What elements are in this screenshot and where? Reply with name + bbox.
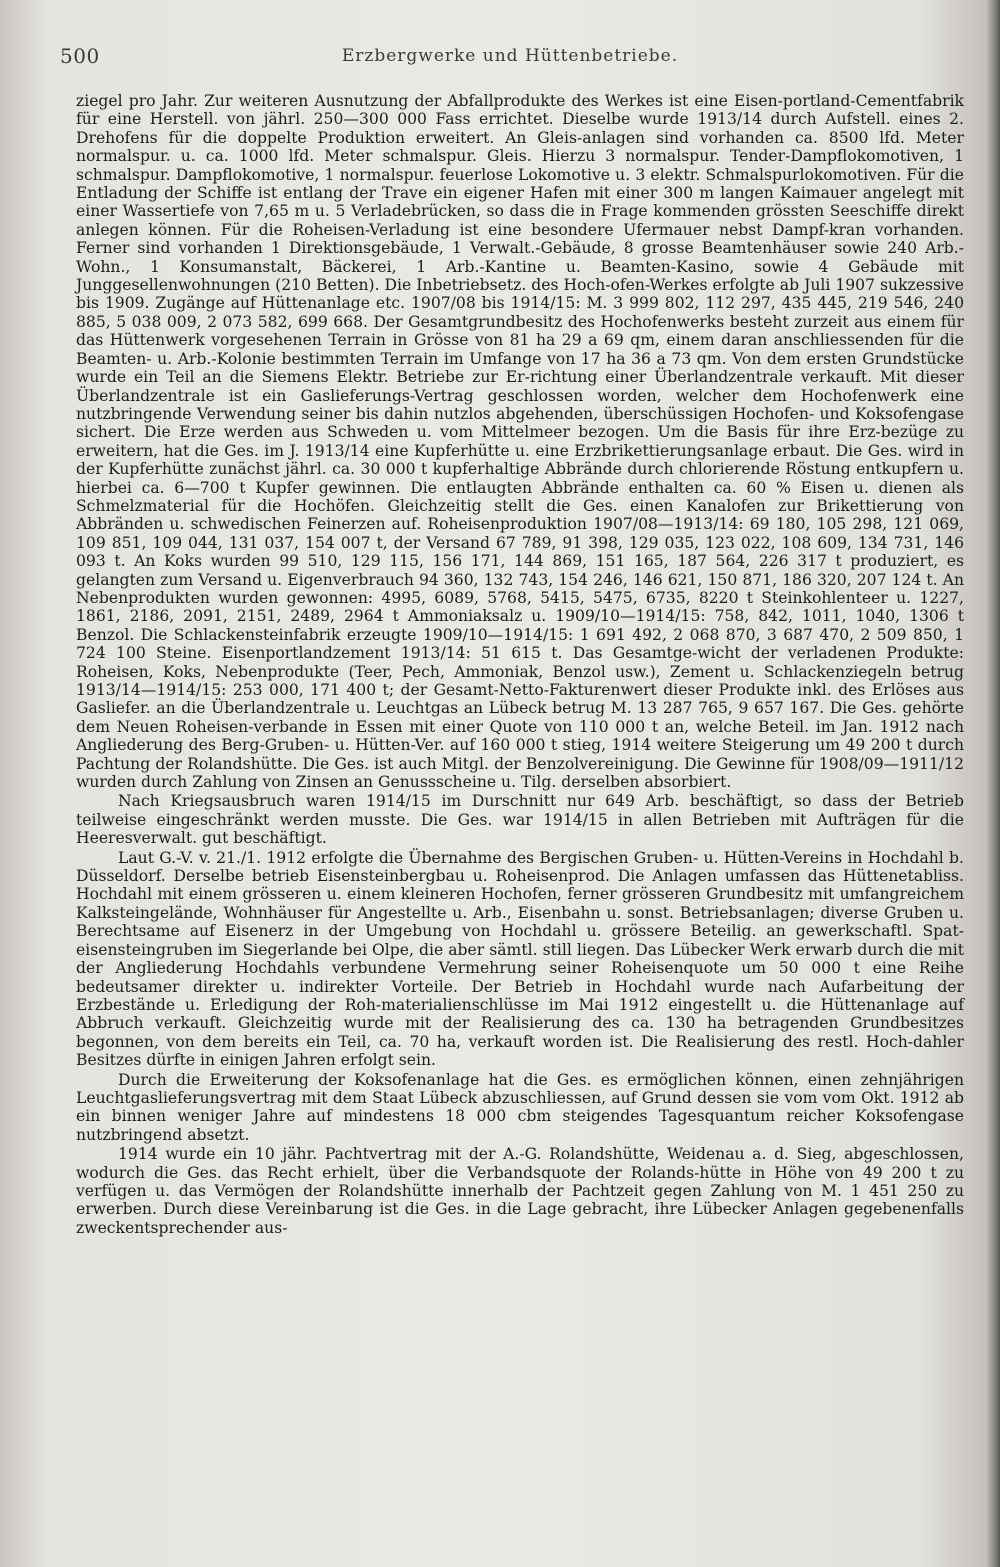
page-header	[60, 44, 960, 72]
paragraph: 1914 wurde ein 10 jähr. Pachtvertrag mit der A.-G. Rolandshütte, Weidenau a. d. Sieg, abgeschlossen, wodurch die Ges. das Recht erhielt, über die Verbandsquote der Rolands-hütte in Höhe von 49 200 t zu verfügen u. das Vermögen der Rolandshütte innerhalb der Pachtzeit gegen Zahlung von M. 1 451 250 zu erwerben. Durch diese Vereinbarung ist die Ges. in die Lage gebracht, ihre Lübecker Anlagen gegebenenfalls zweckentsprechender aus-	[76, 1145, 964, 1237]
paragraph: Nach Kriegsausbruch waren 1914/15 im Durschnitt nur 649 Arb. beschäftigt, so dass der Betrieb teilweise eingeschränkt werden musste. Die Ges. war 1914/15 in allen Betrieben mit Aufträgen für die Heeresverwalt. gut beschäftigt.	[76, 792, 964, 848]
paragraph: Laut G.-V. v. 21./1. 1912 erfolgte die Übernahme des Bergischen Gruben- u. Hütten-Vereins in Hochdahl b. Düsseldorf. Derselbe betrieb Eisensteinbergbau u. Roheisenprod. Die Anlagen umfassen das Hüttenetabliss. Hochdahl mit einem grösseren u. einem kleineren Hochofen, ferner grösseren Grundbesitz mit umfangreichem Kalksteingelände, Wohnhäuser für Angestellte u. Arb., Eisenbahn u. sonst. Betriebsanlagen; diverse Gruben u. Berechtsame auf Eisenerz in der Umgebung von Hochdahl u. grössere Beteilig. an gewerkschaftl. Spat-eisensteingruben im Siegerlande bei Olpe, die aber sämtl. still liegen. Das Lübecker Werk erwarb durch die mit der Angliederung Hochdahls verbundene Vermehrung seiner Roheisenquote um 50 000 t eine Reihe bedeutsamer direkter u. indirekter Vorteile. Der Betrieb in Hochdahl wurde nach Aufarbeitung der Erzbestände u. Erledigung der Roh-materialienschlüsse im Mai 1912 eingestellt u. die Hüttenanlage auf Abbruch verkauft. Gleichzeitig wurde mit der Realisierung des ca. 130 ha betragenden Grundbesitzes begonnen, von dem bereits ein Teil, ca. 70 ha, verkauft worden ist. Die Realisierung des restl. Hoch-dahler Besitzes dürfte in einigen Jahren erfolgt sein.	[76, 848, 964, 1070]
paragraph: ziegel pro Jahr. Zur weiteren Ausnutzung der Abfallprodukte des Werkes ist eine Eisen-portland-Cementfabrik für eine Herstell. von jährl. 250—300 000 Fass errichtet. Dieselbe wurde 1913/14 durch Aufstell. eines 2. Drehofens für die doppelte Produktion erweitert. An Gleis-anlagen sind vorhanden ca. 8500 lfd. Meter normalspur. u. ca. 1000 lfd. Meter schmalspur. Gleis. Hierzu 3 normalspur. Tender-Dampflokomotiven, 1 schmalspur. Dampflokomotive, 1 normalspur. feuerlose Lokomotive u. 3 elektr. Schmalspurlokomotiven. Für die Entladung der Schiffe ist entlang der Trave ein eigener Hafen mit einer 300 m langen Kaimauer angelegt mit einer Wassertiefe von 7,65 m u. 5 Verladebrücken, so dass die in Frage kommenden grössten Seeschiffe direkt anlegen können. Für die Roheisen-Verladung ist eine besondere Ufermauer nebst Dampf-kran vorhanden. Ferner sind vorhanden 1 Direktionsgebäude, 1 Verwalt.-Gebäude, 8 grosse Beamtenhäuser sowie 240 Arb.-Wohn., 1 Konsumanstalt, Bäckerei, 1 Arb.-Kantine u. Beamten-Kasino, sowie 4 Gebäude mit Junggesellenwohnungen (210 Betten). Die Inbetriebsetz. des Hoch-ofen-Werkes erfolgte ab Juli 1907 sukzessive bis 1909. Zugänge auf Hüttenanlage etc. 1907/08 bis 1914/15: M. 3 999 802, 112 297, 435 445, 219 546, 240 885, 5 038 009, 2 073 582, 699 668. Der Gesamtgrundbesitz des Hochofenwerks besteht zurzeit aus einem für das Hüttenwerk vorgesehenen Terrain in Grösse von 81 ha 29 a 69 qm, einem daran anschliessenden für die Beamten- u. Arb.-Kolonie bestimmten Terrain im Umfange von 17 ha 36 a 73 qm. Von dem ersten Grundstücke wurde ein Teil an die Siemens Elektr. Betriebe zur Er-richtung einer Überlandzentrale verkauft. Mit dieser Überlandzentrale ist ein Gaslieferungs-Vertrag geschlossen worden, welcher dem Hochofenwerk eine nutzbringende Verwendung seiner bis dahin nutzlos abgehenden, überschüssigen Hochofen- und Koksofengase sichert. Die Erze werden aus Schweden u. vom Mittelmeer bezogen. Um die Basis für ihre Erz-bezüge zu erweitern, hat die Ges. im J. 1913/14 eine Kupferhütte u. eine Erzbrikettierungsanlage erbaut. Die Ges. wird in der Kupferhütte zunächst jährl. ca. 30 000 t kupferhaltige Abbrände durch chlorierende Röstung entkupfern u. hierbei ca. 6—700 t Kupfer gewinnen. Die entlaugten Abbrände enthalten ca. 60 % Eisen u. dienen als Schmelzmaterial für die Hochöfen. Gleichzeitig stellt die Ges. einen Kanalofen zur Brikettierung von Abbränden u. schwedischen Feinerzen auf. Roheisenproduktion 1907/08—1913/14: 69 180, 105 298, 121 069, 109 851, 109 044, 131 037, 154 007 t, der Versand 67 789, 91 398, 129 035, 123 022, 108 609, 134 731, 146 093 t. An Koks wurden 99 510, 129 115, 156 171, 144 869, 151 165, 187 564, 226 317 t produziert, es gelangten zum Versand u. Eigenverbrauch 94 360, 132 743, 154 246, 146 621, 150 871, 186 320, 207 124 t. An Nebenprodukten wurden gewonnen: 4995, 6089, 5768, 5415, 5475, 6735, 8220 t Steinkohlenteer u. 1227, 1861, 2186, 2091, 2151, 2489, 2964 t Ammoniaksalz u. 1909/10—1914/15: 758, 842, 1011, 1040, 1306 t Benzol. Die Schlackensteinfabrik erzeugte 1909/10—1914/15: 1 691 492, 2 068 870, 3 687 470, 2 509 850, 1 724 100 Steine. Eisenportlandzement 1913/14: 51 615 t. Das Gesamtge-wicht der verladenen Produkte: Roheisen, Koks, Nebenprodukte (Teer, Pech, Ammoniak, Benzol usw.), Zement u. Schlackenziegeln betrug 1913/14—1914/15: 253 000, 171 400 t; der Gesamt-Netto-Fakturenwert dieser Produkte inkl. des Erlöses aus Gasliefer. an die Überlandzentrale u. Leuchtgas an Lübeck betrug M. 13 287 765, 9 657 167. Die Ges. gehörte dem Neuen Roheisen-verbande in Essen mit einer Quote von 110 000 t an, welche Beteil. im Jan. 1912 nach Angliederung des Berg-Gruben- u. Hütten-Ver. auf 160 000 t stieg, 1914 weitere Steigerung um 49 200 t durch Pachtung der Rolandshütte. Die Ges. ist auch Mitgl. der Benzolvereinigung. Die Gewinne für 1908/09—1911/12 wurden durch Zahlung von Zinsen an Genussscheine u. Tilg. derselben absorbiert.	[76, 92, 964, 792]
page-spine-shadow	[986, 0, 1000, 1567]
paragraph: Durch die Erweiterung der Koksofenanlage hat die Ges. es ermöglichen können, einen zehnjährigen Leuchtgaslieferungsvertrag mit dem Staat Lübeck abzuschliessen, auf Grund dessen sie vom vom Okt. 1912 ab ein binnen weniger Jahre auf mindestens 18 000 cbm steigendes Tagesquantum reicher Koksofengase nutzbringend absetzt.	[76, 1070, 964, 1144]
running-title: Erzbergwerke und Hüttenbetriebe.	[341, 46, 679, 66]
body-text	[76, 92, 964, 1237]
page-number: 500	[60, 44, 100, 68]
